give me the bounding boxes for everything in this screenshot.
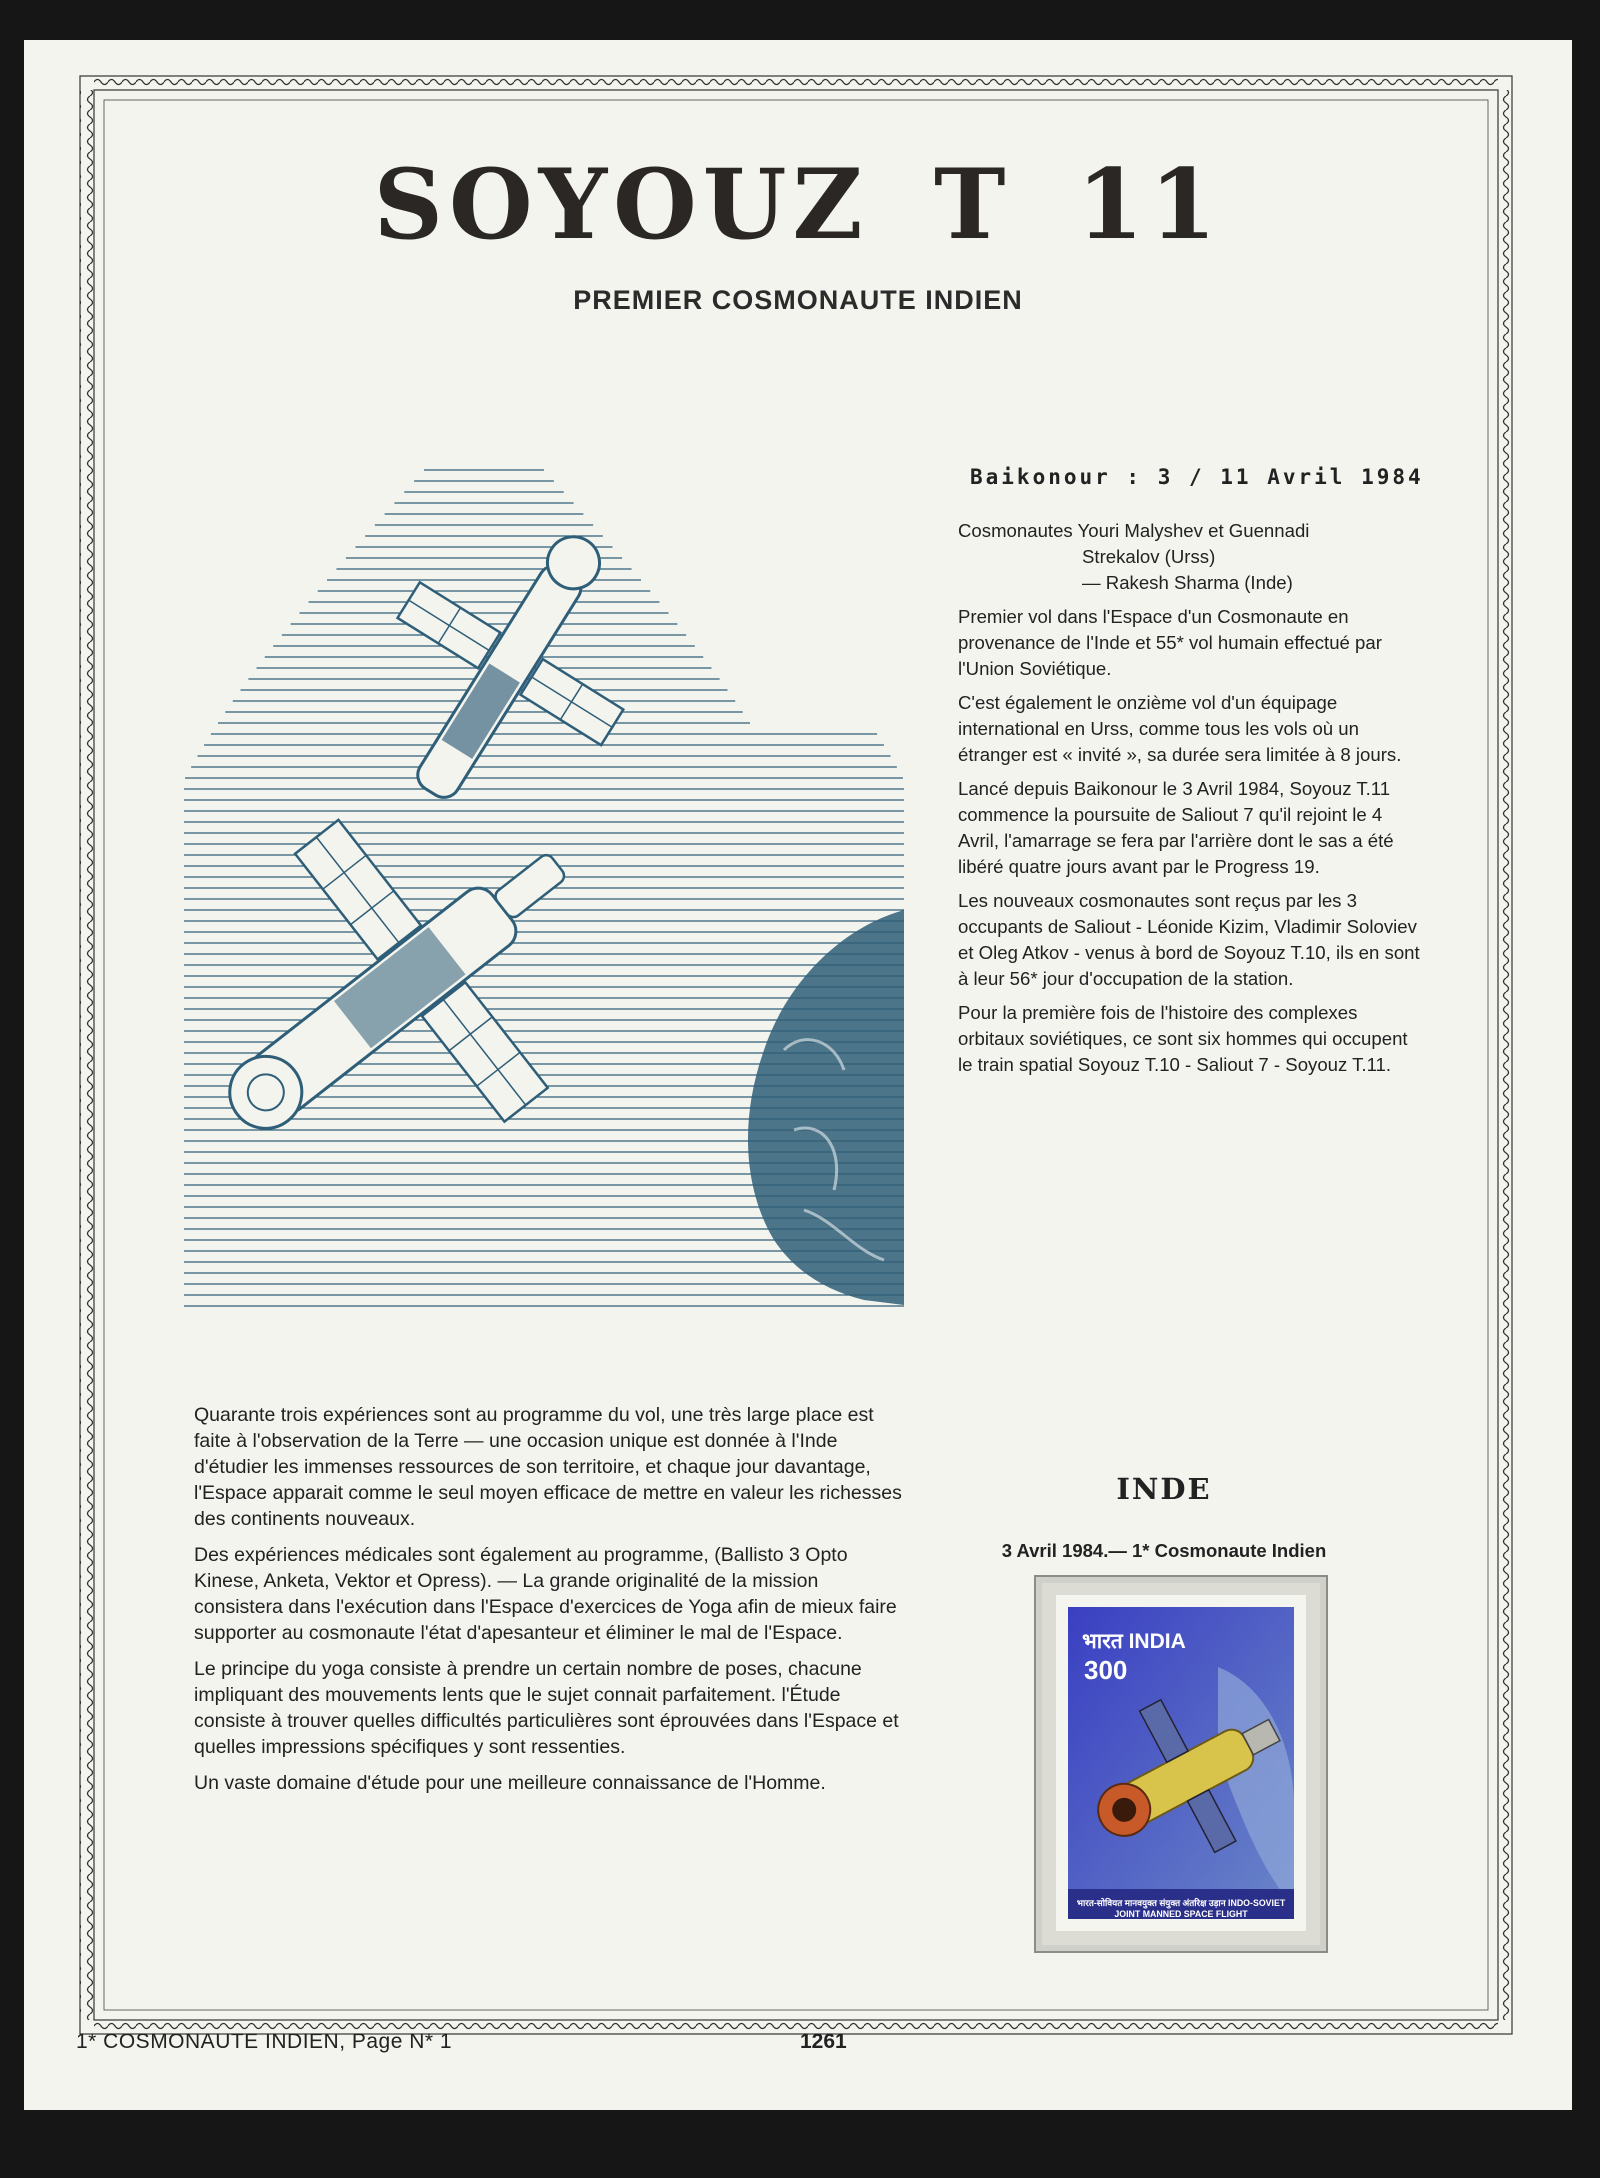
paragraph: Les nouveaux cosmonautes sont reçus par les 3 occupants de Saliout - Léonide Kizim, Vladimir Soloviev et Oleg Atkov - venus à bord de Soyouz T.10, ils en sont à leur 56* jour d'occupation de la station. [958, 890, 1420, 989]
soyuz-spacecraft [329, 477, 689, 855]
paragraph: Le principe du yoga consiste à prendre un certain nombre de poses, chacune impliquant des mouvements lents que le sujet connait parfaitement. l'Étude consiste à trouver quelles difficultés particulières sont éprouvées dans l'Espace et quelles impressions spécifiques y sont ressenties. [194, 1658, 899, 1758]
paragraph: Lancé depuis Baikonour le 3 Avril 1984, Soyouz T.11 commence la poursuite de Saliout 7 qu'il rejoint le 4 Avril, l'amarrage se fera par l'arrière dont le sas a été libéré quatre jours avant par le Progress 19. [958, 778, 1394, 877]
mission-description [958, 518, 1426, 1086]
spacecraft-illustration [184, 430, 904, 1340]
crew-line: — Rakesh Sharma (Inde) [1082, 572, 1293, 593]
paragraph: C'est également le onzième vol d'un équipage international en Urss, comme tous les vols où un étranger est « invité », sa durée sera limitée à 8 jours. [958, 692, 1402, 765]
stamp-mount [1034, 1575, 1328, 1953]
footer-page-number: 1261 [800, 2030, 847, 2053]
album-page [24, 40, 1572, 2110]
stamp-legend: भारत-सोवियत मानवयुक्त संयुक्त अंतरिक्ष उड़ान INDO-SOVIET JOINT MANNED SPACE FLIGHT [1076, 1898, 1286, 1919]
saliout-station [184, 731, 662, 1249]
paragraph: Pour la première fois de l'histoire des complexes orbitaux soviétiques, ce sont six hommes qui occupent le train spatial Soyouz T.10 - Saliout 7 - Soyouz T.11. [958, 1002, 1408, 1075]
page-subtitle: PREMIER COSMONAUTE INDIEN [573, 285, 1023, 315]
paragraph: Des expériences médicales sont également au programme, (Ballisto 3 Opto Kinese, Anketa, Vektor et Opress). — La grande originalité de la mission consistera dans l'exécution dans l'Espace d'exercices de Yoga afin de mieux faire supporter au cosmonaute l'état d'apesanteur et éliminer le mal de l'Espace. [194, 1544, 897, 1644]
paragraph: Premier vol dans l'Espace d'un Cosmonaute en provenance de l'Inde et 55* vol humain effectué par l'Union Soviétique. [958, 606, 1382, 679]
crew-line: Strekalov (Urss) [1082, 546, 1216, 567]
experiments-description [194, 1402, 906, 1806]
country-heading: INDE [1116, 1472, 1212, 1506]
footer-page-label: 1* COSMONAUTE INDIEN, Page N* 1 [76, 2030, 453, 2053]
launch-dateline: Baikonour : 3 / 11 Avril 1984 [970, 465, 1424, 489]
stamp-denomination: 300 [1084, 1655, 1128, 1685]
stamp-caption: 3 Avril 1984.— 1* Cosmonaute Indien [1001, 1540, 1327, 1561]
paragraph: Un vaste domaine d'étude pour une meilleure connaissance de l'Homme. [194, 1772, 826, 1794]
paragraph: Quarante trois expériences sont au programme du vol, une très large place est faite à l'observation de la Terre — une occasion unique est donnée à l'Inde d'étudier les immenses ressources de son territoire, et chaque jour davantage, l'Espace apparait comme le seul moyen efficace de mettre en valeur les richesses des continents nouveaux. [194, 1404, 902, 1530]
stamp-country-name: भारत INDIA [1082, 1630, 1186, 1653]
postage-stamp [1056, 1595, 1306, 1931]
page-title: SOYOUZ T 11 [373, 148, 1223, 261]
earth-globe [748, 910, 904, 1305]
crew-line: Cosmonautes Youri Malyshev et Guennadi [958, 520, 1310, 541]
crew-list [958, 518, 1426, 596]
